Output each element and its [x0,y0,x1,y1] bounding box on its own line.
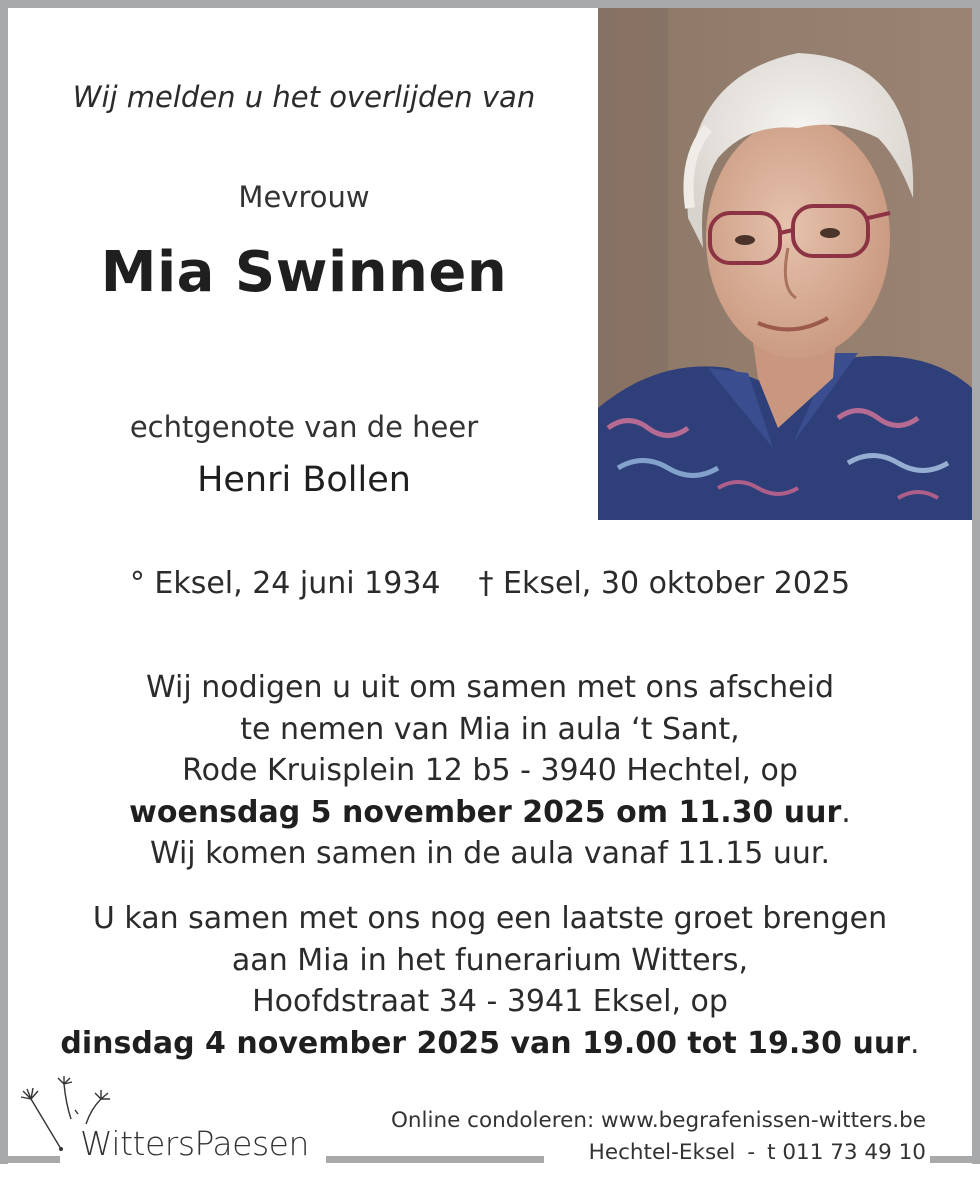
life-dates [0,566,980,601]
greeting-line: U kan samen met ons nog een laatste groet brengen [92,901,888,936]
honorific: Mevrouw [238,180,370,214]
frame-border-bottom-mid [326,1156,544,1163]
logo-text: WittersPaesen [80,1124,309,1163]
phone-text: t 011 73 49 10 [767,1140,926,1165]
online-condolence-line: Online condoleren: www.begrafenissen-witters.be [390,1108,926,1133]
location-text: Hechtel-Eksel [588,1140,736,1165]
farewell-datetime-bold: woensdag 5 november 2025 om 11.30 uur [129,794,842,830]
greeting-line: aan Mia in het funerarium Witters, [231,942,749,978]
separator: - [747,1140,756,1165]
greeting-paragraph [0,898,980,1064]
frame-border-top [0,0,980,8]
greeting-datetime [0,1023,980,1065]
greeting-datetime-bold: dinsdag 4 november 2025 van 19.00 tot 19.30 uur [60,1025,911,1061]
farewell-datetime [0,792,980,834]
portrait-photo [598,8,972,520]
farewell-datetime-end: . [841,794,851,830]
greeting-line: Hoofdstraat 34 - 3941 Eksel, op [252,984,728,1019]
birth-date: ° Eksel, 24 juni 1934 [129,566,441,601]
greeting-datetime-end: . [910,1025,920,1061]
farewell-line: Wij komen samen in de aula vanaf 11.15 uur. [149,836,831,871]
farewell-line: Wij nodigen u uit om samen met ons afscheid [146,670,834,705]
death-date: † Eksel, 30 oktober 2025 [478,566,851,601]
spouse-name: Henri Bollen [197,460,411,500]
spouse-label: echtgenote van de heer [129,410,479,444]
farewell-paragraph [0,667,980,875]
farewell-line: te nemen van Mia in aula ‘t Sant, [240,711,740,747]
farewell-line: Rode Kruisplein 12 b5 - 3940 Hechtel, op [182,753,798,788]
intro-text: Wij melden u het overlijden van [72,80,536,114]
frame-border-bottom-right [930,1156,980,1163]
deceased-name: Mia Swinnen [100,240,508,305]
contact-line [589,1140,926,1165]
